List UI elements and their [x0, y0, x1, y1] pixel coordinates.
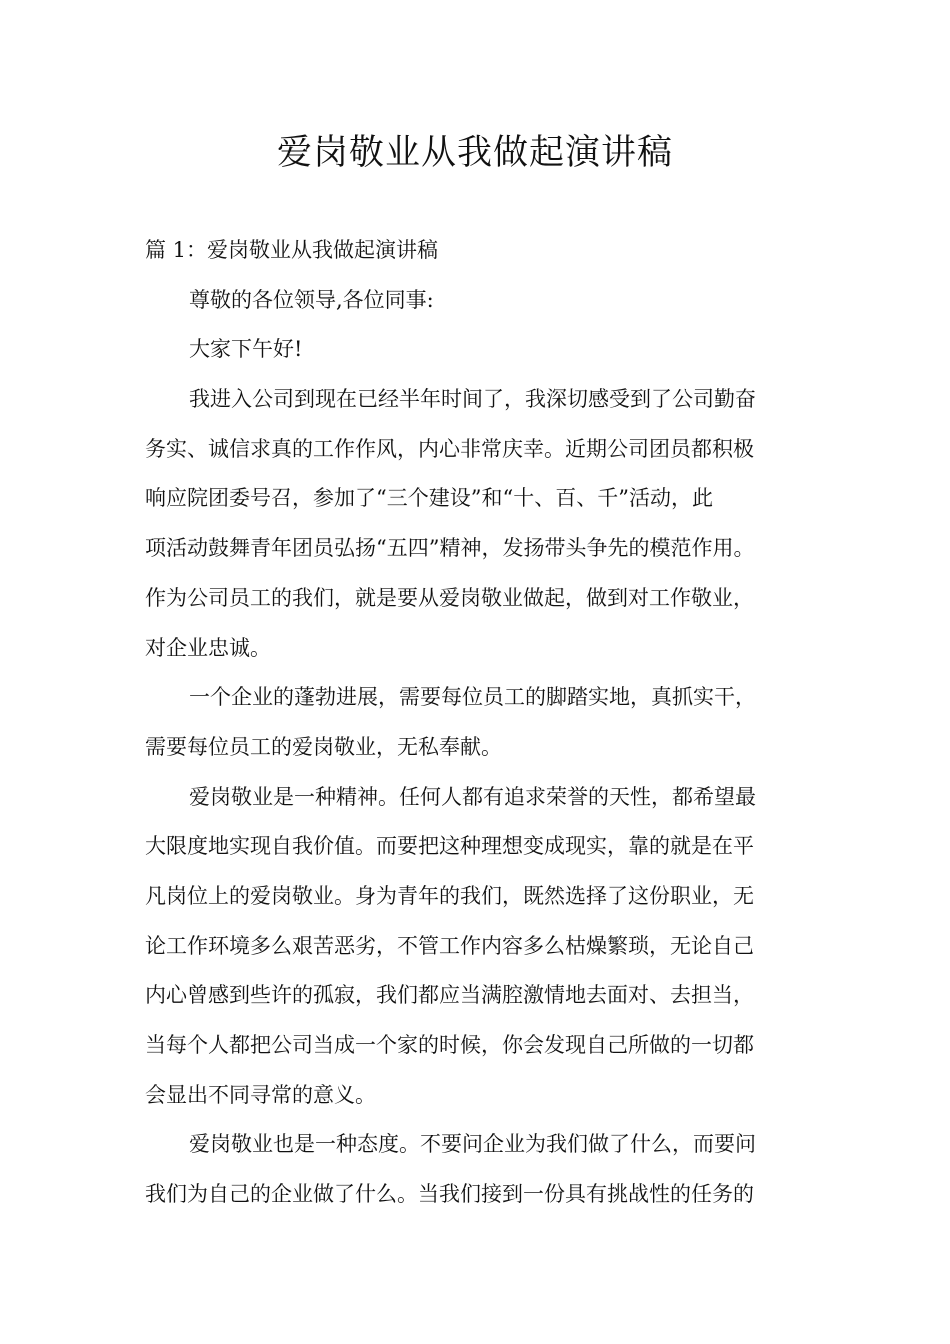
text-line: 响应院团委号召，参加了“三个建设”和“十、百、千”活动，此 — [145, 486, 713, 511]
text-line: 论工作环境多么艰苦恶劣，不管工作内容多么枯燥繁琐，无论自己 — [145, 933, 754, 958]
document-body — [145, 226, 825, 1220]
text-line: 我进入公司到现在已经半年时间了，我深切感受到了公司勤奋 — [189, 387, 756, 412]
text-line: 对企业忠诚。 — [145, 635, 271, 660]
text-line: 爱岗敬业也是一种态度。不要问企业为我们做了什么，而要问 — [189, 1132, 756, 1157]
text-line: 凡岗位上的爱岗敬业。身为青年的我们，既然选择了这份职业，无 — [145, 883, 754, 908]
text-line: 当每个人都把公司当成一个家的时候，你会发现自己所做的一切都 — [145, 1033, 754, 1057]
text-line: 我们为自己的企业做了什么。当我们接到一份具有挑战性的任务的 — [145, 1182, 754, 1207]
text-line: 尊敬的各位领导,各位同事: — [189, 287, 434, 312]
text-line: 一个企业的蓬勃进展，需要每位员工的脚踏实地，真抓实干， — [189, 685, 756, 710]
text-line: 会显出不同寻常的意义。 — [145, 1082, 376, 1107]
text-line: 大限度地实现自我价值。而要把这种理想变成现实，靠的就是在平 — [145, 834, 754, 859]
text-line: 大家下午好! — [189, 337, 303, 362]
text-line: 篇 1：爱岗敬业从我做起演讲稿 — [145, 238, 439, 262]
text-line: 务实、诚信求真的工作作风，内心非常庆幸。近期公司团员都积极 — [145, 436, 754, 461]
document-title: 爱岗敬业从我做起演讲稿 — [276, 133, 673, 173]
text-line: 作为公司员工的我们，就是要从爱岗敬业做起，做到对工作敬业， — [145, 585, 754, 610]
text-line: 需要每位员工的爱岗敬业，无私奉献。 — [145, 734, 502, 759]
text-line: 项活动鼓舞青年团员弘扬“五四”精神，发扬带头争先的模范作用。 — [145, 536, 755, 561]
text-line: 爱岗敬业是一种精神。任何人都有追求荣誉的天性，都希望最 — [189, 784, 756, 809]
text-line: 内心曾感到些许的孤寂，我们都应当满腔激情地去面对、去担当， — [145, 983, 754, 1008]
